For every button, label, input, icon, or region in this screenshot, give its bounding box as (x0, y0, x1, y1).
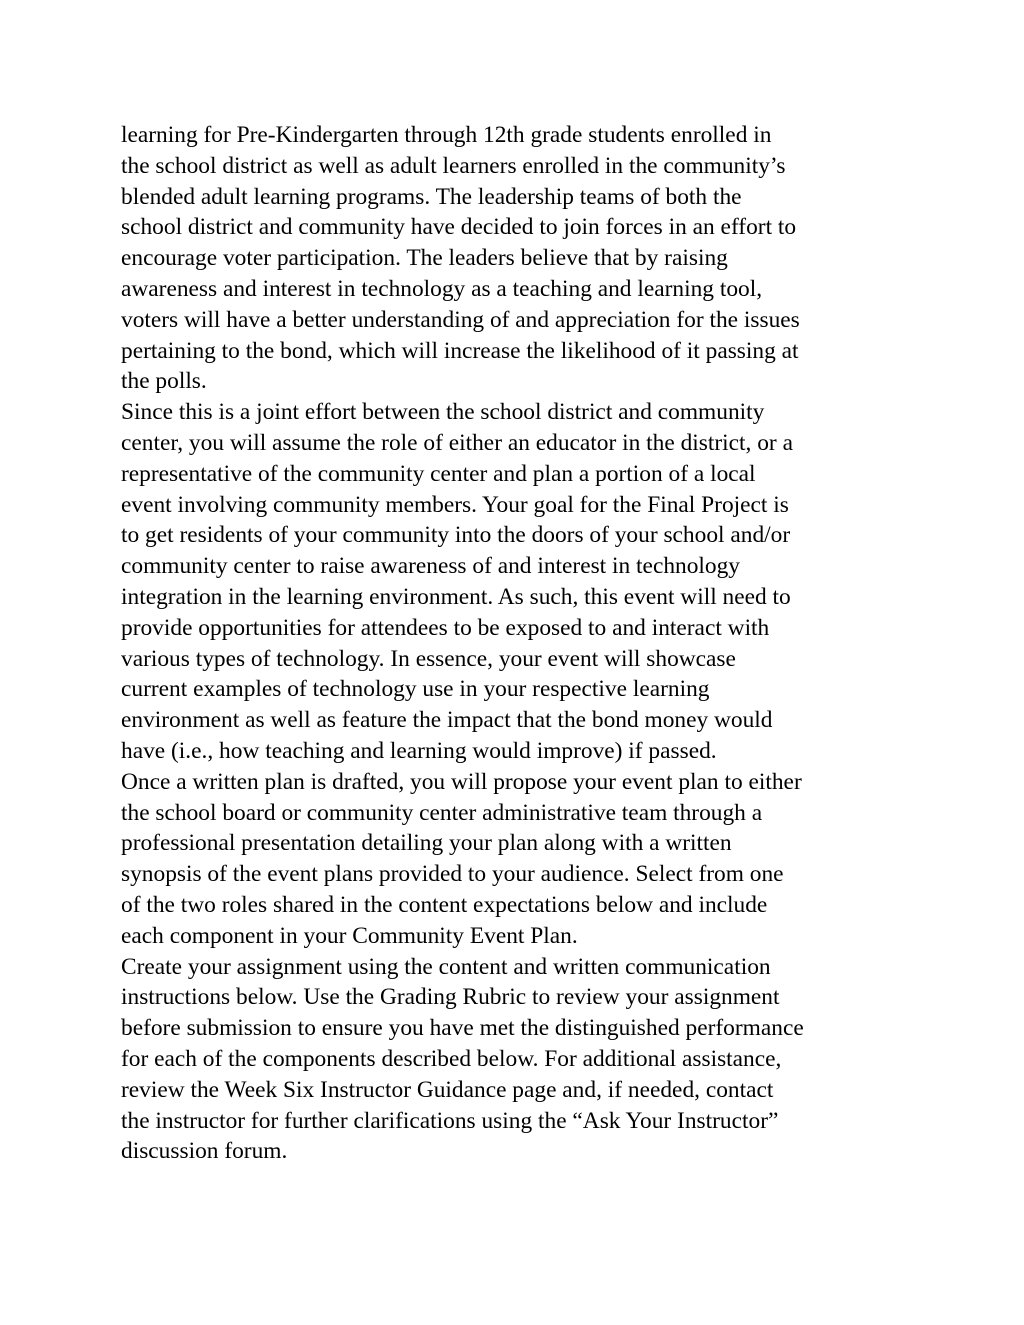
text-line: each component in your Community Event Plan. (121, 922, 578, 949)
text-line: instructions below. Use the Grading Rubric to review your assignment (121, 984, 780, 1011)
document-body (121, 120, 921, 1167)
text-line: have (i.e., how teaching and learning would improve) if passed. (121, 737, 717, 764)
paragraph-2 (121, 397, 921, 767)
text-line: provide opportunities for attendees to be exposed to and interact with (121, 614, 770, 641)
text-line: professional presentation detailing your plan along with a written (121, 830, 732, 857)
text-line: discussion forum. (121, 1138, 288, 1165)
text-line: learning for Pre-Kindergarten through 12th grade students enrolled in (121, 122, 772, 148)
text-line: review the Week Six Instructor Guidance page and, if needed, contact (121, 1076, 774, 1103)
text-line: event involving community members. Your goal for the Final Project is (121, 491, 789, 518)
paragraph-3 (121, 767, 921, 952)
text-line: synopsis of the event plans provided to your audience. Select from one (121, 861, 784, 888)
paragraph-1 (121, 120, 921, 397)
text-line: school district and community have decided to join forces in an effort to (121, 214, 797, 241)
text-line: pertaining to the bond, which will increase the likelihood of it passing at (121, 337, 799, 364)
text-line: the school district as well as adult learners enrolled in the community’s (121, 152, 786, 179)
text-line: for each of the components described below. For additional assistance, (121, 1045, 782, 1072)
text-line: integration in the learning environment. As such, this event will need to (121, 583, 791, 610)
text-line: of the two roles shared in the content expectations below and include (121, 891, 768, 918)
text-line: awareness and interest in technology as a teaching and learning tool, (121, 275, 763, 302)
text-line: environment as well as feature the impact that the bond money would (121, 707, 773, 734)
text-line: current examples of technology use in your respective learning (121, 676, 710, 703)
text-line: Since this is a joint effort between the school district and community (121, 399, 765, 426)
text-line: voters will have a better understanding of and appreciation for the issues (121, 306, 800, 333)
text-line: blended adult learning programs. The leadership teams of both the (121, 183, 742, 210)
paragraph-4 (121, 952, 921, 1168)
text-line: encourage voter participation. The leaders believe that by raising (121, 245, 728, 272)
text-line: representative of the community center and plan a portion of a local (121, 460, 756, 487)
text-line: to get residents of your community into the doors of your school and/or (121, 522, 791, 549)
text-line: the school board or community center administrative team through a (121, 799, 763, 826)
text-line: center, you will assume the role of either an educator in the district, or a (121, 429, 793, 456)
text-line: the polls. (121, 368, 207, 395)
text-line: Once a written plan is drafted, you will propose your event plan to either (121, 768, 802, 795)
text-line: various types of technology. In essence, your event will showcase (121, 645, 736, 672)
text-line: Create your assignment using the content and written communication (121, 953, 771, 980)
text-line: the instructor for further clarifications using the “Ask Your Instructor” (121, 1107, 779, 1134)
text-line: community center to raise awareness of and interest in technology (121, 553, 740, 580)
text-line: before submission to ensure you have met the distinguished performance (121, 1015, 804, 1042)
